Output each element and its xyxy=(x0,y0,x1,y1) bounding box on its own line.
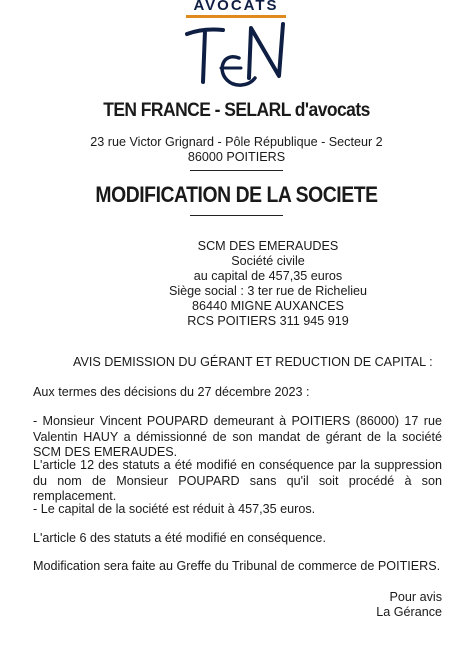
company-seat: Siège social : 3 ter rue de Richelieu xyxy=(168,284,368,298)
title-divider xyxy=(190,215,283,216)
company-name: SCM DES EMERAUDES xyxy=(197,239,339,253)
company-form: Société civile xyxy=(231,254,305,268)
company-capital: au capital de 457,35 euros xyxy=(193,269,343,283)
signature-line-1: Pour avis xyxy=(389,590,442,604)
notice-paragraph-4: - Le capital de la société est réduit à 457,35 euros. xyxy=(33,502,316,516)
notice-paragraph-2: - Monsieur Vincent POUPARD demeurant à POITIERS (86000) 17 rue Valentin HAUY a démissionné de son mandat de gérant de la société SCM DES EMERAUDES. xyxy=(33,414,442,460)
firm-address-line1: 23 rue Victor Grignard - Pôle République - Secteur 2 xyxy=(90,135,383,149)
notice-paragraph-6: Modification sera faite au Greffe du Tribunal de commerce de POITIERS. xyxy=(33,559,441,573)
notice-paragraph-1: Aux termes des décisions du 27 décembre 2023 : xyxy=(33,385,310,399)
logo-wordmark: AVOCATS xyxy=(193,0,279,14)
notice-heading: AVIS DEMISSION DU GÉRANT ET REDUCTION DE CAPITAL : xyxy=(73,355,433,369)
signature-line-2: La Gérance xyxy=(376,605,442,619)
document-title: MODIFICATION DE LA SOCIETE xyxy=(95,182,378,207)
firm-address-line2: 86000 POITIERS xyxy=(187,150,286,164)
notice-paragraph-5: L'article 6 des statuts a été modifié en conséquence. xyxy=(33,531,326,545)
notice-paragraph-3: L'article 12 des statuts a été modifié en conséquence par la suppression du nom de Monsieur POUPARD sans qu'il soit procédé à son remplacement. xyxy=(33,458,442,504)
company-rcs: RCS POITIERS 311 945 919 xyxy=(187,314,349,328)
company-city: 86440 MIGNE AUXANCES xyxy=(192,299,344,313)
ten-logo-mark-icon xyxy=(183,18,289,92)
ten-logo xyxy=(183,0,289,92)
header-divider xyxy=(190,170,283,171)
firm-name: TEN FRANCE - SELARL d'avocats xyxy=(103,100,370,121)
